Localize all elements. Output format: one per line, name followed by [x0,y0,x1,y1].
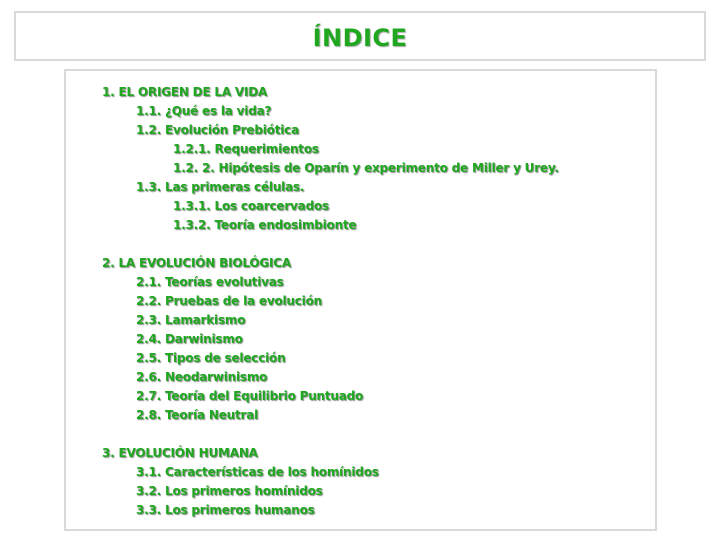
toc-item: 2.5. Tipos de selección [136,351,286,365]
toc-item: 2.6. Neodarwinismo [136,370,268,384]
toc-subitem: 1.3.2. Teoría endosimbionte [173,218,357,232]
section-heading: 1. EL ORIGEN DE LA VIDA [102,85,268,99]
toc-item: 2.8. Teoría Neutral [136,408,259,422]
toc-item: 1.2. Evolución Prebiótica [136,123,299,137]
toc-subitem: 1.2. 2. Hipótesis de Oparín y experimento de Miller y Urey. [173,161,559,175]
toc-item: 2.7. Teoría del Equilibrio Puntuado [136,389,364,403]
section-heading: 2. LA EVOLUCIÓN BIOLÓGICA [102,256,291,270]
toc-item: 3.3. Los primeros humanos [136,503,315,517]
section-heading: 3. EVOLUCIÓN HUMANA [102,446,258,460]
page-title: ÍNDICE [312,24,408,52]
toc-item: 2.2. Pruebas de la evolución [136,294,322,308]
title-box [14,11,706,61]
toc-item: 3.1. Características de los homínidos [136,465,379,479]
toc-item: 2.4. Darwinismo [136,332,243,346]
section-spacer [102,235,559,254]
table-of-contents [102,83,559,520]
toc-item: 1.1. ¿Qué es la vida? [136,104,272,118]
toc-item: 2.1. Teorías evolutivas [136,275,284,289]
toc-box [64,69,657,531]
toc-item: 3.2. Los primeros homínidos [136,484,323,498]
section-spacer [102,425,559,444]
toc-subitem: 1.3.1. Los coarcervados [173,199,329,213]
toc-subitem: 1.2.1. Requerimientos [173,142,319,156]
toc-item: 2.3. Lamarkismo [136,313,246,327]
toc-item: 1.3. Las primeras células. [136,180,305,194]
